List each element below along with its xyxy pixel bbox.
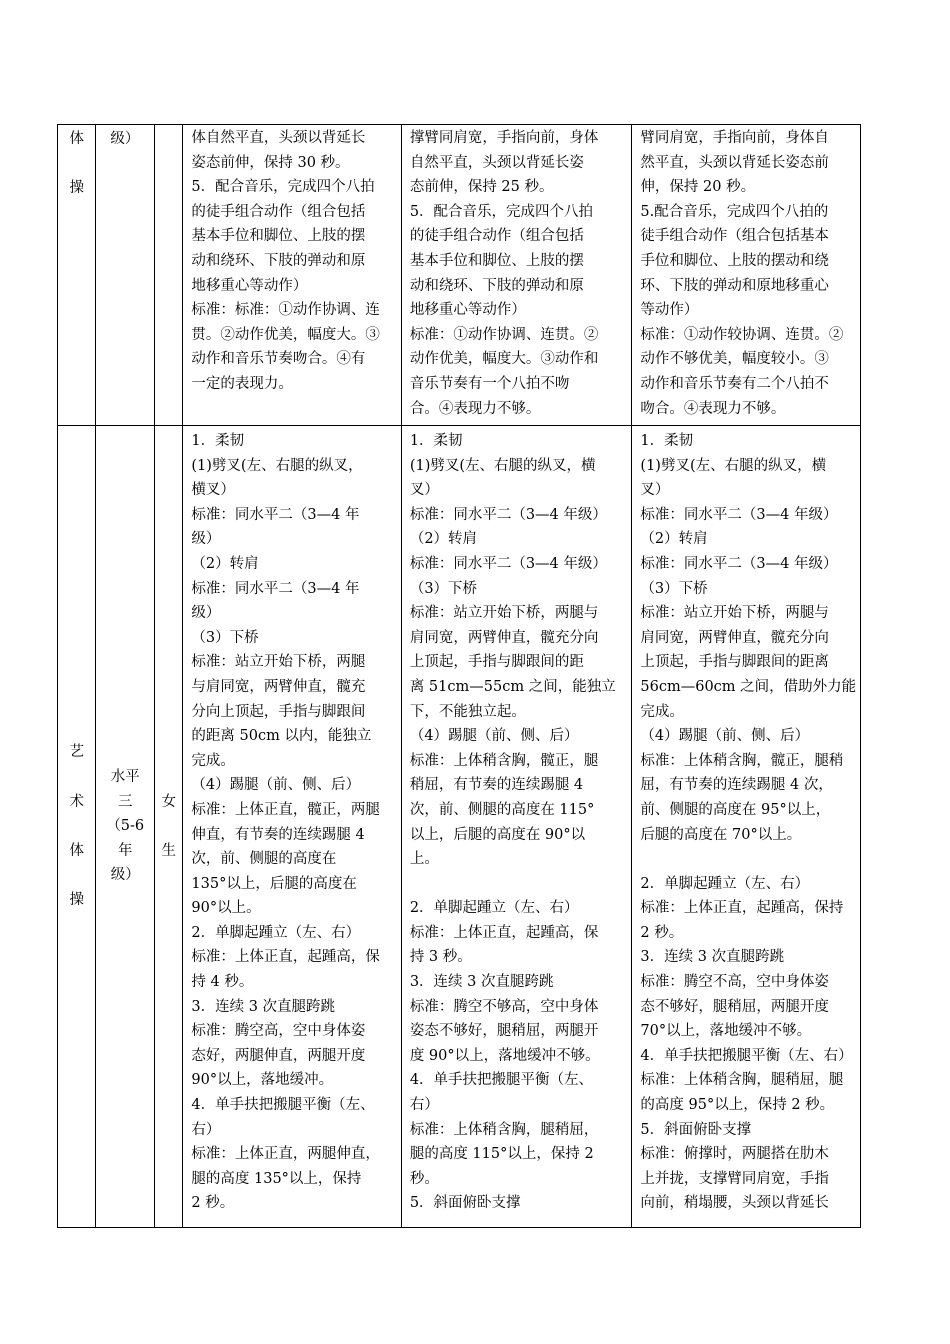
good-standard-cell xyxy=(401,426,632,1228)
text-line: 标准：①动作协调、连贯。② xyxy=(409,326,599,343)
text-line: 级） xyxy=(110,131,140,147)
good-standard-text xyxy=(410,429,626,1216)
text-line: 姿态不够好，腿稍屈，两腿开 xyxy=(409,1023,599,1040)
text-line: （4）踢腿（前、侧、后） xyxy=(640,728,810,745)
text-line: 持 3 秒。 xyxy=(409,949,472,966)
text-line: 标准：腾空不够高，空中身体 xyxy=(409,998,599,1015)
text-line: 3．连续 3 次直腿跨跳 xyxy=(409,974,554,991)
text-line: 等动作） xyxy=(640,302,699,319)
text-line xyxy=(58,863,95,888)
text-line: (1)劈叉(左、右腿的纵叉，横 xyxy=(409,457,596,474)
text-line: 1．柔韧 xyxy=(640,433,694,449)
gender-cell xyxy=(155,125,183,426)
text-line: 操 xyxy=(69,180,84,197)
text-line xyxy=(58,765,95,790)
text-line: 2．单脚起踵立（左、右） xyxy=(640,875,810,892)
text-line: 术 xyxy=(69,793,84,810)
text-line: 完成。 xyxy=(191,752,235,769)
text-line: 级） xyxy=(191,531,221,548)
text-line: 叉） xyxy=(640,482,670,499)
text-line xyxy=(58,814,95,839)
text-line: （4）踢腿（前、侧、后） xyxy=(191,777,361,794)
text-line: 一定的表现力。 xyxy=(191,375,293,392)
text-line: 1．柔韧 xyxy=(191,433,245,449)
text-line: 4．单手扶把搬腿平衡（左、 xyxy=(409,1072,594,1089)
text-line xyxy=(155,814,182,839)
text-line: 叉） xyxy=(409,482,439,499)
text-line: 标准：站立开始下桥，两腿与 xyxy=(640,605,829,622)
text-line: 标准：同水平二（3—4 年 xyxy=(191,580,360,597)
text-line: 标准：标准：①动作协调、连 xyxy=(191,302,380,319)
text-line: （4）踢腿（前、侧、后） xyxy=(409,728,579,745)
text-line: 动作和音乐节奏有二个八拍不 xyxy=(640,375,829,392)
text-line: 音乐节奏有一个八拍不吻 xyxy=(409,375,570,392)
text-line: 上顶起，手指与脚跟间的距 xyxy=(409,654,584,671)
text-line: 的徒手组合动作（组合包括 xyxy=(191,203,366,220)
text-line: 56cm—60cm 之间，借助外力能 xyxy=(640,678,857,695)
text-line: 标准：①动作较协调、连贯。② xyxy=(640,326,844,343)
text-line: 上并拢，支撑臂同肩宽，手指 xyxy=(640,1170,829,1187)
text-line: 5．斜面俯卧支撑 xyxy=(409,1195,521,1212)
text-line: 地移重心等动作） xyxy=(409,302,526,319)
text-line: （2）转肩 xyxy=(409,531,478,548)
level-cell xyxy=(96,426,155,1228)
text-line: 合。④表现力不够。 xyxy=(409,400,541,417)
pass-standard-text xyxy=(640,126,854,421)
text-line: 5.配合音乐，完成四个八拍的 xyxy=(640,203,829,220)
excellent-standard-cell xyxy=(183,426,401,1228)
text-line: 体自然平直，头颈以背延长 xyxy=(191,130,366,146)
text-line: 次，前、侧腿的高度在 xyxy=(191,851,337,868)
text-line: 水平 xyxy=(110,769,140,786)
pass-standard-cell xyxy=(632,426,861,1228)
excellent-standard-cell xyxy=(183,125,401,426)
text-line: 然平直，头颈以背延长姿态前 xyxy=(640,154,829,171)
text-line: 5．配合音乐，完成四个八拍 xyxy=(409,203,594,220)
text-line: 稍屈，有节奏的连续踢腿 4 xyxy=(409,777,584,794)
text-line: 姿态前伸，保持 30 秒。 xyxy=(191,154,350,171)
text-line: 标准：站立开始下桥，两腿与 xyxy=(409,605,599,622)
text-line: 手位和脚位、上肢的摆动和绕 xyxy=(640,252,829,269)
text-line: 5．斜面俯卧支撑 xyxy=(640,1121,752,1138)
text-line: 动作和音乐节奏吻合。④有 xyxy=(191,351,366,368)
text-line: 动和绕环、下肢的弹动和原 xyxy=(409,277,584,294)
text-line: 贯。②动作优美，幅度大。③ xyxy=(191,326,380,343)
text-line: 90°以上，落地缓冲。 xyxy=(191,1072,334,1089)
text-line: 肩同宽，两臂伸直，髋充分向 xyxy=(409,629,599,646)
text-line: 操 xyxy=(69,891,84,908)
text-line: 的徒手组合动作（组合包括 xyxy=(409,228,584,245)
text-line: 标准：上体正直，起踵高，保 xyxy=(191,949,380,966)
text-line: 态好，两腿伸直，两腿开度 xyxy=(191,1047,366,1064)
text-line: 上。 xyxy=(409,851,439,868)
text-line: 徒手组合动作（组合包括基本 xyxy=(640,228,829,245)
level-text xyxy=(110,127,154,152)
text-line: 完成。 xyxy=(640,703,684,720)
text-line: 腿的高度 115°以上，保持 2 xyxy=(409,1146,594,1163)
text-line: 次，前、侧腿的高度在 115° xyxy=(409,801,595,818)
text-line xyxy=(410,872,626,897)
text-line: 度 90°以上，落地缓冲不够。 xyxy=(409,1047,600,1064)
text-line: 90°以上。 xyxy=(191,900,261,917)
text-line: 生 xyxy=(161,842,176,859)
text-line: （2）转肩 xyxy=(640,531,708,548)
gender-cell xyxy=(155,426,183,1228)
good-standard-cell xyxy=(401,125,632,426)
text-line: 右） xyxy=(409,1097,439,1114)
text-line: 标准：上体稍含胸，腿稍屈， xyxy=(409,1121,599,1138)
text-line: 前、侧腿的高度在 95°以上， xyxy=(640,801,831,818)
text-line: 2．单脚起踵立（左、右） xyxy=(409,900,579,917)
text-line: 右） xyxy=(191,1121,221,1138)
text-line: 三 xyxy=(118,793,133,810)
text-line: 135°以上，后腿的高度在 xyxy=(191,875,357,892)
text-line: 与肩同宽，两臂伸直，髋充 xyxy=(191,678,366,695)
text-line: （5-6 xyxy=(106,818,145,835)
text-line: 的高度 95°以上，保持 2 秒。 xyxy=(640,1097,835,1114)
text-line: 腿的高度 135°以上，保持 xyxy=(191,1170,362,1187)
excellent-standard-text xyxy=(191,429,394,1216)
text-line: (1)劈叉(左、右腿的纵叉，横 xyxy=(640,457,827,474)
text-line: 标准：腾空高，空中身体姿 xyxy=(191,1023,366,1040)
text-line: 以上，后腿的高度在 90°以 xyxy=(409,826,586,843)
text-line: 2 秒。 xyxy=(640,924,684,941)
excellent-standard-text xyxy=(191,126,394,397)
text-line: 秒。 xyxy=(409,1170,439,1187)
text-line: 标准：上体正直，两腿伸直， xyxy=(191,1146,380,1163)
text-line: 离 51cm—55cm 之间，能独立 xyxy=(409,678,616,695)
pass-standard-cell xyxy=(632,125,861,426)
text-line: 动作不够优美，幅度较小。③ xyxy=(640,351,829,368)
text-line: 标准：同水平二（3—4 年级） xyxy=(640,555,838,572)
category-text xyxy=(58,127,95,201)
text-line: 2 秒。 xyxy=(191,1195,235,1212)
text-line: 动和绕环、下肢的弹动和原 xyxy=(191,252,366,269)
text-line: 1．柔韧 xyxy=(409,433,463,449)
text-line: 臂同肩宽，手指向前，身体自 xyxy=(640,130,829,146)
category-text xyxy=(58,740,95,912)
text-line: 女 xyxy=(161,793,176,810)
text-line: 屈，有节奏的连续踢腿 4 次， xyxy=(640,777,833,794)
text-line: 4．单手扶把搬腿平衡（左、右） xyxy=(640,1047,853,1064)
text-line: 自然平直，头颈以背延长姿 xyxy=(409,154,584,171)
category-cell xyxy=(58,426,96,1228)
text-line: 上顶起，手指与脚跟间的距离 xyxy=(640,654,829,671)
standards-table xyxy=(57,124,861,1228)
text-line: 横叉） xyxy=(191,482,235,499)
text-line: 5．配合音乐，完成四个八拍 xyxy=(191,179,375,196)
text-line: 分向上顶起，手指与脚跟间 xyxy=(191,703,366,720)
text-line: 3．连续 3 次直腿跨跳 xyxy=(191,998,336,1015)
text-line: 标准：上体稍含胸，髋正，腿 xyxy=(409,752,599,769)
text-line: 地移重心等动作） xyxy=(191,277,308,294)
text-line: 标准：上体正直，起踵高，保持 xyxy=(640,900,844,917)
text-line: （3）下桥 xyxy=(640,580,708,597)
text-line: 标准：同水平二（3—4 年级） xyxy=(409,555,607,572)
text-line: 的距离 50cm 以内，能独立 xyxy=(191,728,372,745)
text-line: 标准：上体稍含胸，腿稍屈，腿 xyxy=(640,1072,844,1089)
text-line: 态前伸，保持 25 秒。 xyxy=(409,179,554,196)
text-line: 4．单手扶把搬腿平衡（左、 xyxy=(191,1097,375,1114)
text-line: 标准：同水平二（3—4 年级） xyxy=(640,506,838,523)
text-line: 标准：上体正直，髋正，两腿 xyxy=(191,801,380,818)
text-line: 标准：上体稍含胸，髋正，腿稍 xyxy=(640,752,844,769)
text-line: 下，不能独立起。 xyxy=(409,703,526,720)
text-line: 伸直，有节奏的连续踢腿 4 xyxy=(191,826,365,843)
text-line: （3）下桥 xyxy=(409,580,478,597)
text-line: （3）下桥 xyxy=(191,629,259,646)
category-cell xyxy=(58,125,96,426)
gender-text xyxy=(155,790,182,864)
text-line: 体 xyxy=(69,131,84,147)
level-cell xyxy=(96,125,155,426)
text-line: 吻合。④表现力不够。 xyxy=(640,400,786,417)
text-line: 向前，稍塌腰，头颈以背延长 xyxy=(640,1195,829,1212)
text-line: 标准：站立开始下桥，两腿 xyxy=(191,654,366,671)
text-line: 级） xyxy=(191,605,221,622)
table-row xyxy=(58,125,861,426)
text-line: 标准：同水平二（3—4 年 xyxy=(191,506,360,523)
text-line: 年 xyxy=(118,842,133,859)
text-line: 2．单脚起踵立（左、右） xyxy=(191,924,361,941)
text-line xyxy=(58,152,95,177)
text-line: 环、下肢的弹动和原地移重心 xyxy=(640,277,829,294)
text-line: 标准：上体正直，起踵高，保 xyxy=(409,924,599,941)
text-line: 级） xyxy=(110,867,140,884)
text-line: 肩同宽，两臂伸直，髋充分向 xyxy=(640,629,829,646)
text-line: 后腿的高度在 70°以上。 xyxy=(640,826,802,843)
text-line: 基本手位和脚位、上肢的摆 xyxy=(409,252,584,269)
text-line: 70°以上，落地缓冲不够。 xyxy=(640,1023,812,1040)
text-line: 态不够好，腿稍屈，两腿开度 xyxy=(640,998,829,1015)
text-line: 基本手位和脚位、上肢的摆 xyxy=(191,228,366,245)
good-standard-text xyxy=(410,126,626,421)
text-line: 伸，保持 20 秒。 xyxy=(640,179,756,196)
table-row xyxy=(58,426,861,1228)
text-line: 3．连续 3 次直腿跨跳 xyxy=(640,949,785,966)
text-line: (1)劈叉(左、右腿的纵叉， xyxy=(191,457,363,474)
text-line: 标准：俯撑时，两腿搭在肋木 xyxy=(640,1146,829,1163)
text-line: 标准：同水平二（3—4 年级） xyxy=(409,506,607,523)
text-line: 体 xyxy=(69,842,84,859)
text-line xyxy=(640,847,854,872)
text-line: 动作优美，幅度大。③动作和 xyxy=(409,351,599,368)
level-text xyxy=(96,765,154,888)
text-line: 标准：腾空不高，空中身体姿 xyxy=(640,974,829,991)
text-line: 持 4 秒。 xyxy=(191,974,254,991)
text-line: 艺 xyxy=(69,744,84,761)
text-line: （2）转肩 xyxy=(191,555,259,572)
text-line: 撑臂同肩宽，手指向前，身体 xyxy=(409,130,599,146)
pass-standard-text xyxy=(640,429,857,1216)
